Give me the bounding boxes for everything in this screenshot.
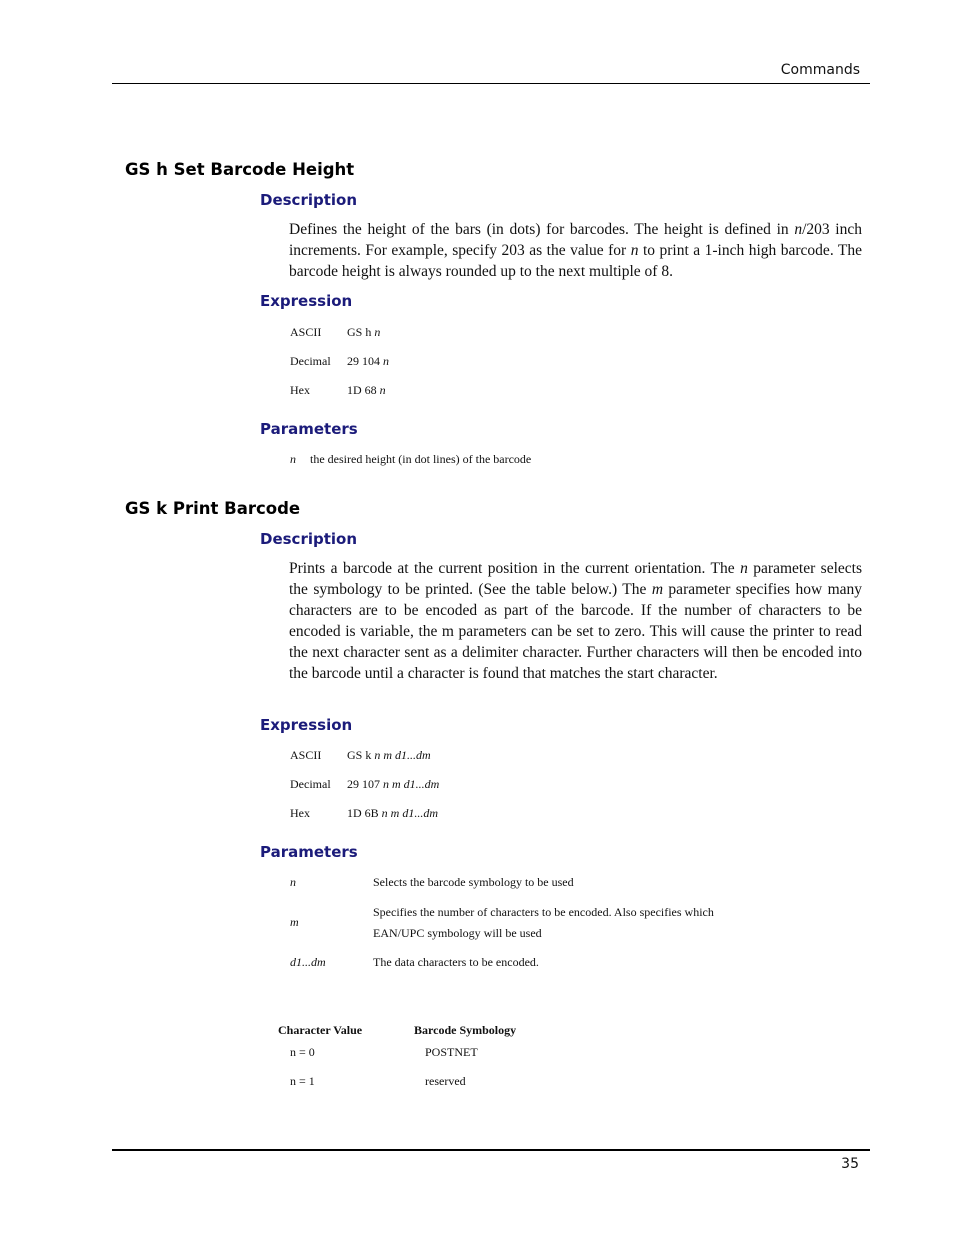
parameter-description: Selects the barcode symbology to be used xyxy=(373,875,574,889)
expression-label: Hex xyxy=(290,383,310,397)
parameter-description: The data characters to be encoded. xyxy=(373,955,539,969)
table-cell: n = 0 xyxy=(290,1045,315,1059)
expression-value: GS k n m d1...dm xyxy=(347,748,431,762)
parameter-description: Specifies the number of characters to be encoded. Also specifies which xyxy=(373,905,714,919)
description-heading: Description xyxy=(260,530,358,548)
table-header-barcode-symbology: Barcode Symbology xyxy=(414,1023,517,1037)
parameter-name: n xyxy=(290,875,296,889)
table-header-character-value: Character Value xyxy=(278,1023,363,1037)
description-heading: Description xyxy=(260,191,358,209)
description-paragraph: Defines the height of the bars (in dots) for barcodes. The height is defined in n/203 inch increments. For example, specify 203 as the value for n to print a 1-inch high barcode. The barcode height is always rounded up to the next multiple of 8. xyxy=(289,221,862,280)
expression-label: Hex xyxy=(290,806,310,820)
expression-value: 29 104 n xyxy=(347,354,389,368)
parameter-name: n xyxy=(290,452,296,466)
expression-label: Decimal xyxy=(290,777,331,791)
footer-divider xyxy=(112,1149,870,1151)
parameter-name: d1...dm xyxy=(290,955,326,969)
expression-label: ASCII xyxy=(290,325,322,339)
parameters-heading: Parameters xyxy=(260,420,358,438)
expression-heading: Expression xyxy=(260,716,353,734)
running-header: Commands xyxy=(780,62,860,78)
parameter-name: m xyxy=(290,915,299,929)
expression-value: 29 107 n m d1...dm xyxy=(347,777,440,791)
page-number: 35 xyxy=(841,1156,859,1172)
parameters-heading: Parameters xyxy=(260,843,358,861)
table-cell: reserved xyxy=(425,1074,466,1088)
expression-value: 1D 68 n xyxy=(347,383,386,397)
parameter-description: the desired height (in dot lines) of the barcode xyxy=(310,452,532,466)
expression-heading: Expression xyxy=(260,292,353,310)
expression-value: 1D 6B n m d1...dm xyxy=(347,806,439,820)
expression-value: GS h n xyxy=(347,325,381,339)
header-divider xyxy=(112,83,870,84)
parameter-description: EAN/UPC symbology will be used xyxy=(373,926,542,940)
table-cell: n = 1 xyxy=(290,1074,315,1088)
section-heading-gs-h: GS h Set Barcode Height xyxy=(125,160,355,179)
section-heading-gs-k: GS k Print Barcode xyxy=(125,499,301,518)
description-paragraph: Prints a barcode at the current position in the current orientation. The n parameter selects the symbology to be printed. (See the table below.) The m parameter specifies how many characters are to be encoded as part of the barcode. If the number of characters to be encoded is variable, the m parameters can be set to zero. This will cause the printer to read the next character sent as a delimiter character. Further characters will then be encoded into the barcode until a character is found that matches the start character. xyxy=(289,560,863,682)
table-cell: POSTNET xyxy=(425,1045,478,1059)
expression-label: ASCII xyxy=(290,748,322,762)
expression-label: Decimal xyxy=(290,354,331,368)
